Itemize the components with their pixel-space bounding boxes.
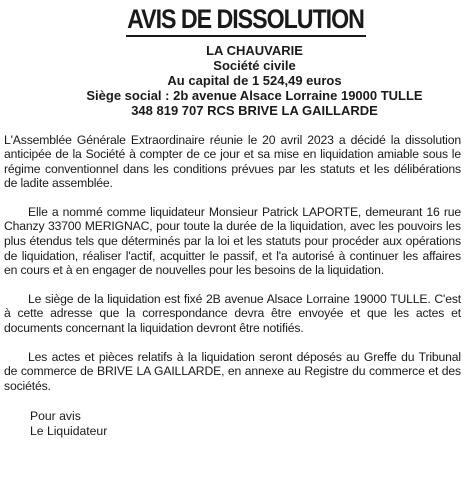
company-registration: 348 819 707 RCS BRIVE LA GAILLARDE — [131, 102, 378, 118]
paragraph-liquidator — [4, 205, 461, 278]
title-underline — [126, 35, 366, 37]
paragraph-dissolution-text: L'Assemblée Générale Extraordinaire réunie le 20 avril 2023 a décidé la dissolution anticipée de la Société à compter de ce jour et sa mise en liquidation amiable sous le régime conventionnel dans les conditions prévues par les statuts et les délibérations de ladite assemblée. — [4, 132, 461, 191]
paragraph-dissolution — [4, 133, 461, 191]
company-header — [30, 43, 461, 118]
paragraph-filing — [4, 350, 461, 394]
notice-title: AVIS DE DISSOLUTION — [127, 4, 364, 34]
company-registered-office: Siège social : 2b avenue Alsace Lorraine 19000 TULLE — [86, 87, 423, 103]
paragraph-liquidation-seat-text: Le siège de la liquidation est fixé 2B avenue Alsace Lorraine 19000 TULLE. C'est à cette adresse que la correspondance devra être envoyée et que les actes et documents concernant la liquidation devront être notifiés. — [4, 291, 461, 336]
paragraph-liquidator-text: Elle a nommé comme liquidateur Monsieur Patrick LAPORTE, demeurant 16 rue Chanzy 33700 MERIGNAC, pour toute la durée de la liquidation, avec les pouvoirs les plus étendus tels que déterminés par la loi et les statuts pour procéder aux opérations de liquidation, réaliser l'actif, acquitter le passif, et l'a autorisé à continuer les affaires en cours et à en engager de nouvelles pour les besoins de la liquidation. — [4, 204, 461, 278]
paragraph-filing-text: Les actes et pièces relatifs à la liquidation seront déposés au Greffe du Tribunal de commerce de BRIVE LA GAILLARDE, en annexe au Registre du commerce et des sociétés. — [4, 349, 461, 393]
signature-block — [30, 409, 461, 438]
signature-line-1: Pour avis — [30, 409, 81, 424]
signature-line-2: Le Liquidateur — [30, 424, 108, 438]
company-name: LA CHAUVARIE — [206, 42, 303, 58]
company-capital: Au capital de 1 524,49 euros — [167, 72, 342, 88]
company-form: Société civile — [213, 57, 296, 73]
paragraph-liquidation-seat — [4, 292, 461, 336]
